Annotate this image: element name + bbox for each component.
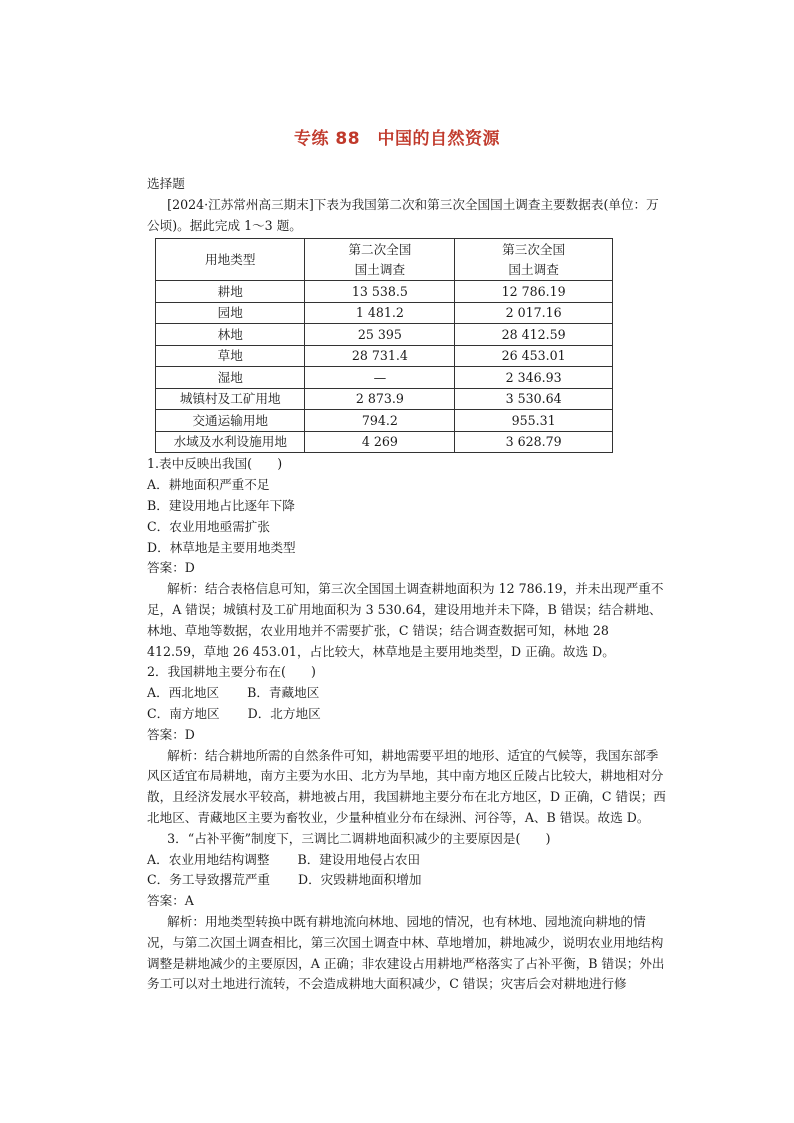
table-cell: 13 538.5 — [305, 281, 455, 303]
table-cell: 12 786.19 — [455, 281, 613, 303]
table-header-cell: 用地类型 — [156, 239, 305, 281]
question-2-analysis: 解析：结合耕地所需的自然条件可知，耕地需要平坦的地形、适宜的气候等，我国东部季风区适宜布局耕地，南方主要为水田、北方为旱地，其中南方地区丘陵占比较大，耕地相对分散，且经济发展水平较高，耕地被占用，我国耕地主要分布在北方地区，D 正确，C 错误；西北地区、青藏地区主要为畜牧业，少量种植业分布在绿洲、河谷等，A、B 错误。故选 D。 — [147, 747, 666, 825]
table-cell: 园地 — [156, 302, 305, 324]
table-cell: 28 412.59 — [455, 324, 613, 346]
question-1-option-b: B．建设用地占比逐年下降 — [147, 497, 295, 513]
table-cell: 3 530.64 — [455, 388, 613, 410]
table-row — [156, 324, 613, 346]
table-row — [156, 302, 613, 324]
table-cell: 2 873.9 — [305, 388, 455, 410]
question-3-stem: 3．“占补平衡”制度下，三调比二调耕地面积减少的主要原因是( ) — [167, 830, 551, 846]
table-row — [156, 345, 613, 367]
table-row — [156, 388, 613, 410]
table-cell: 林地 — [156, 324, 305, 346]
table-row — [156, 431, 613, 453]
question-1-option-c: C．农业用地亟需扩张 — [147, 518, 270, 534]
question-3-analysis: 解析：用地类型转换中既有耕地流向林地、园地的情况，也有林地、园地流向耕地的情况，与第二次国土调查相比，第三次国土调查中林、草地增加，耕地减少，说明农业用地结构调整是耕地减少的主要原因，A 正确；非农建设占用耕地严格落实了占补平衡，B 错误；外出务工可以对土地进行流转，不会造成耕地大面积减少，C 错误；灾害后会对耕地进行修 — [147, 913, 665, 992]
table-header-cell: 第三次全国 国土调查 — [455, 239, 613, 281]
section-heading: 选择题 — [147, 176, 185, 191]
question-1-option-d: D．林草地是主要用地类型 — [147, 539, 296, 555]
table-cell: 28 731.4 — [305, 345, 455, 367]
question-3-answer: 答案：A — [147, 893, 194, 909]
question-2-answer: 答案：D — [147, 726, 195, 742]
table-cell: 26 453.01 — [455, 345, 613, 367]
question-1-answer: 答案：D — [147, 560, 195, 576]
question-2-options-row-2: C．南方地区 D．北方地区 — [147, 705, 321, 721]
question-1-option-a: A．耕地面积严重不足 — [147, 477, 270, 493]
question-3-options-row-2: C．务工导致撂荒严重 D．灾毁耕地面积增加 — [147, 872, 422, 888]
table-cell: 1 481.2 — [305, 302, 455, 324]
table-cell: 2 346.93 — [455, 367, 613, 389]
table-cell: 草地 — [156, 345, 305, 367]
table-cell: 城镇村及工矿用地 — [156, 388, 305, 410]
table-cell: 25 395 — [305, 324, 455, 346]
table-cell: 耕地 — [156, 281, 305, 303]
page-title: 专练 88 中国的自然资源 — [293, 129, 501, 149]
table-cell: 4 269 — [305, 431, 455, 453]
table-cell: 交通运输用地 — [156, 410, 305, 432]
question-1-stem: 1.表中反映出我国( ) — [147, 456, 283, 472]
table-cell: 2 017.16 — [455, 302, 613, 324]
table-cell: 794.2 — [305, 410, 455, 432]
question-2-stem: 2．我国耕地主要分布在( ) — [147, 664, 316, 680]
table-cell: 湿地 — [156, 367, 305, 389]
table-row — [156, 367, 613, 389]
table-cell: 3 628.79 — [455, 431, 613, 453]
table-row — [156, 281, 613, 303]
table-header-row — [156, 239, 613, 281]
land-survey-table — [155, 238, 613, 453]
table-cell: — — [305, 367, 455, 389]
table-cell: 955.31 — [455, 410, 613, 432]
intro-paragraph: [2024·江苏常州高三期末]下表为我国第二次和第三次全国国土调查主要数据表(单位：万公顷)。据此完成 1～3 题。 — [147, 196, 659, 233]
table-header-cell: 第二次全国 国土调查 — [305, 239, 455, 281]
question-2-options-row-1: A．西北地区 B．青藏地区 — [147, 685, 320, 701]
document-body — [147, 174, 669, 995]
question-1-analysis: 解析：结合表格信息可知，第三次全国国土调查耕地面积为 12 786.19，并未出现严重不足，A 错误；城镇村及工矿用地面积为 3 530.64，建设用地并未下降，B 错误；结合耕地、林地、草地等数据，农业用地并不需要扩张，C 错误；结合调查数据可知，林地 28 412.59，草地 26 453.01，占比较大，林草地是主要用地类型，D 正确。故选 D。 — [147, 581, 664, 659]
table-row — [156, 410, 613, 432]
question-3-options-row-1: A．农业用地结构调整 B．建设用地侵占农田 — [147, 851, 421, 867]
table-cell: 水域及水利设施用地 — [156, 431, 305, 453]
